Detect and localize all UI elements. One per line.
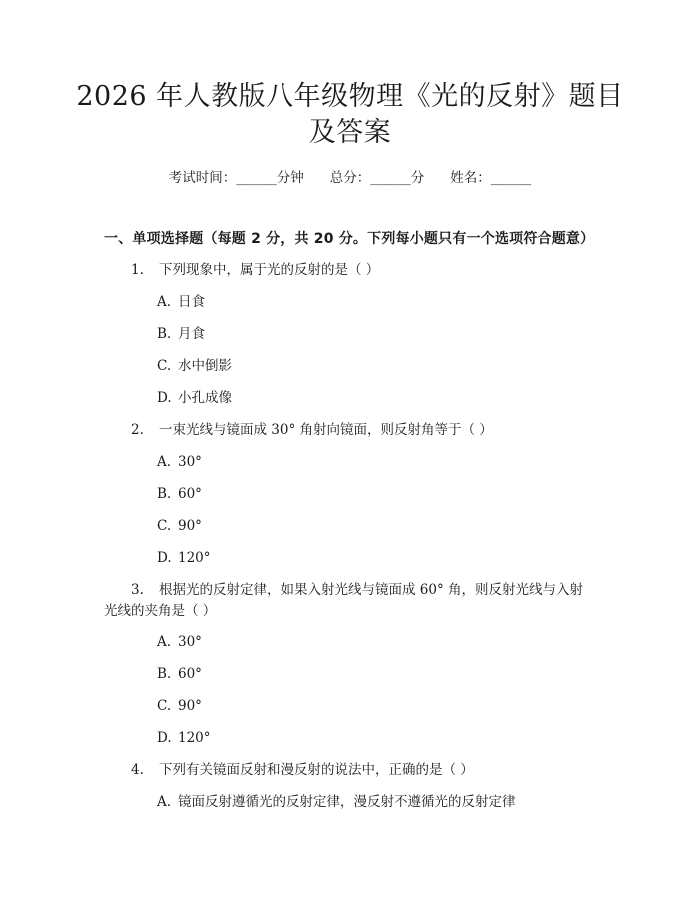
option-2-d	[157, 548, 211, 568]
question-text: 下列有关镜面反射和漫反射的说法中，正确的是（ ）	[159, 762, 474, 778]
option-text: 30°	[178, 454, 202, 470]
question-text: 一束光线与镜面成 30° 角射向镜面，则反射角等于（ ）	[159, 422, 493, 438]
option-3-b	[157, 664, 202, 684]
option-3-d	[157, 728, 211, 748]
option-letter: D.	[157, 390, 172, 406]
option-letter: A.	[157, 294, 172, 310]
option-text: 镜面反射遵循光的反射定律，漫反射不遵循光的反射定律	[178, 794, 516, 810]
option-letter: B.	[157, 666, 172, 682]
question-text: 根据光的反射定律，如果入射光线与镜面成 60° 角，则反射光线与入射	[159, 582, 584, 598]
question-4	[131, 760, 474, 780]
option-1-a	[157, 292, 205, 312]
option-2-b	[157, 484, 202, 504]
option-letter: B.	[157, 326, 172, 342]
option-text: 30°	[178, 634, 202, 650]
option-2-c	[157, 516, 202, 536]
option-2-a	[157, 452, 202, 472]
question-number: 4.	[131, 762, 144, 778]
option-text: 小孔成像	[178, 390, 232, 406]
question-3	[131, 580, 583, 600]
question-3-continuation: 光线的夹角是（ ）	[104, 603, 217, 619]
option-3-c	[157, 696, 202, 716]
section-heading: 一、单项选择题（每题 2 分，共 20 分。下列每小题只有一个选项符合题意）	[104, 231, 595, 247]
question-text: 下列现象中，属于光的反射的是（ ）	[159, 262, 380, 278]
option-letter: D.	[157, 730, 172, 746]
question-number: 2.	[131, 422, 144, 438]
option-letter: A.	[157, 454, 172, 470]
title-line-2: 及答案	[308, 117, 392, 148]
option-text: 日食	[178, 294, 205, 310]
option-letter: D.	[157, 550, 172, 566]
option-letter: C.	[157, 358, 172, 374]
option-text: 120°	[178, 550, 211, 566]
document-title	[60, 79, 640, 151]
option-text: 月食	[178, 326, 205, 342]
option-letter: B.	[157, 486, 172, 502]
option-letter: C.	[157, 518, 172, 534]
option-text: 90°	[178, 518, 202, 534]
option-4-a	[157, 792, 516, 812]
option-letter: A.	[157, 794, 172, 810]
option-text: 60°	[178, 666, 202, 682]
option-1-c	[157, 356, 232, 376]
student-name-label: 姓名：______	[450, 170, 532, 186]
total-score-label: 总分：______分	[329, 170, 425, 186]
exam-time-label: 考试时间：______分钟	[168, 170, 304, 186]
exam-meta	[0, 168, 700, 188]
question-2	[131, 420, 493, 440]
option-1-b	[157, 324, 205, 344]
option-1-d	[157, 388, 232, 408]
option-text: 水中倒影	[178, 358, 232, 374]
option-letter: A.	[157, 634, 172, 650]
option-letter: C.	[157, 698, 172, 714]
option-text: 120°	[178, 730, 211, 746]
question-number: 3.	[131, 582, 144, 598]
option-text: 90°	[178, 698, 202, 714]
option-text: 60°	[178, 486, 202, 502]
question-1	[131, 260, 379, 280]
question-number: 1.	[131, 262, 144, 278]
option-3-a	[157, 632, 202, 652]
title-line-1: 2026 年人教版八年级物理《光的反射》题目	[76, 81, 624, 112]
